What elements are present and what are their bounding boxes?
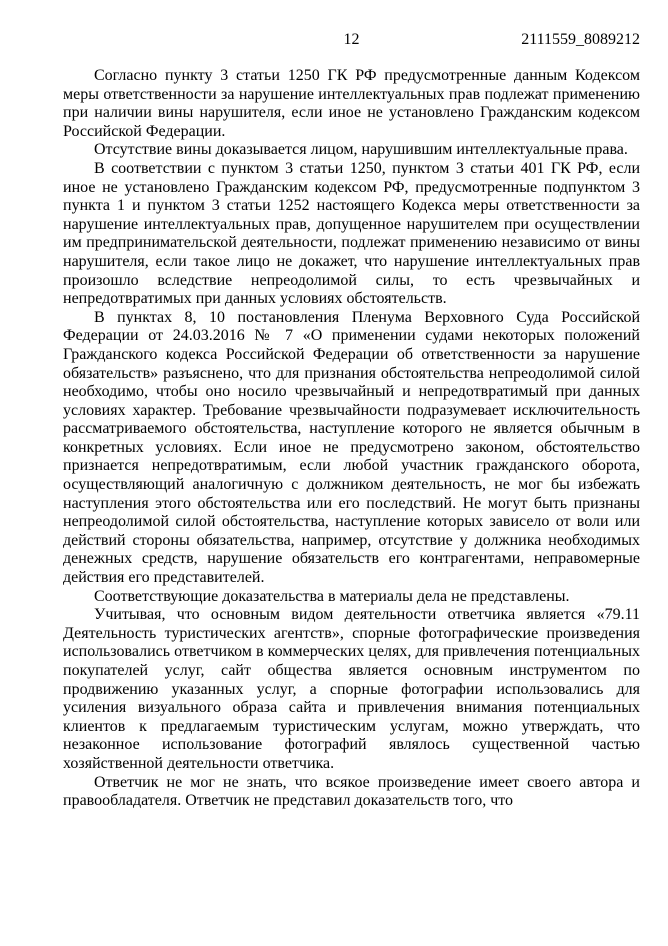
paragraph: Отсутствие вины доказывается лицом, нарушившим интеллектуальные права. (94, 141, 628, 159)
paragraph: Соответствующие доказательства в материалы дела не представлены. (94, 587, 570, 605)
paragraph: В пунктах 8, 10 постановления Пленума Верховного Суда Российской Федерации от 24.03.2016 № 7 «О применении судами некоторых положений Гражданского кодекса Российской Федерации об ответственности за нарушение обязательств» разъяснено, что для признания обстоятельства непреодолимой силой необходимо, чтобы оно носило чрезвычайный и непредотвратимый при данных условиях характер. Требование чрезвычайности подразумевает исключительность рассматриваемого обстоятельства, наступление которого не является обычным в конкретных условиях. Если иное не предусмотрено законом, обстоятельство признается непредотвратимым, если любой участник гражданского оборота, осуществляющий аналогичную с должником деятельность, не мог бы избежать наступления этого обстоятельства или его последствий. Не могут быть признаны непреодолимой силой обстоятельства, наступление которых зависело от воли или действий стороны обязательства, например, отсутствие у должника необходимых денежных средств, нарушение обязательств его контрагентами, неправомерные действия его представителей. (63, 308, 640, 587)
page-header (63, 31, 640, 50)
case-number: 2111559_8089212 (521, 31, 640, 48)
page-number: 12 (343, 31, 360, 48)
document-body (63, 67, 640, 811)
paragraph: В соответствии с пунктом 3 статьи 1250, пунктом 3 статьи 401 ГК РФ, если иное не установлено Гражданским кодексом РФ, предусмотренные подпунктом 3 пункта 1 и пунктом 3 статьи 1252 настоящего Кодекса меры ответственности за нарушение интеллектуальных прав, допущенное нарушителем при осуществлении им предпринимательской деятельности, подлежат применению независимо от вины нарушителя, если такое лицо не докажет, что нарушение интеллектуальных прав произошло вследствие непреодолимой силы, то есть чрезвычайных и непредотвратимых при данных условиях обстоятельств. (63, 159, 640, 308)
paragraph: Согласно пункту 3 статьи 1250 ГК РФ предусмотренные данным Кодексом меры ответственности за нарушение интеллектуальных прав подлежат применению при наличии вины нарушителя, если иное не установлено Гражданским кодексом Российской Федерации. (63, 67, 640, 140)
paragraph: Учитывая, что основным видом деятельности ответчика является «79.11 Деятельность туристических агентств», спорные фотографические произведения использовались ответчиком в коммерческих целях, для привлечения потенциальных покупателей услуг, сайт общества является основным инструментом по продвижению указанных услуг, а спорные фотографии использовались для усиления визуального образа сайта и привлечения внимания потенциальных клиентов к предлагаемым туристическим услугам, можно утверждать, что незаконное использование фотографий являлось существенной частью хозяйственной деятельности ответчика. (63, 606, 640, 772)
paragraph: Ответчик не мог не знать, что всякое произведение имеет своего автора и правообладателя. Ответчик не представил доказательств того, что (63, 773, 640, 810)
